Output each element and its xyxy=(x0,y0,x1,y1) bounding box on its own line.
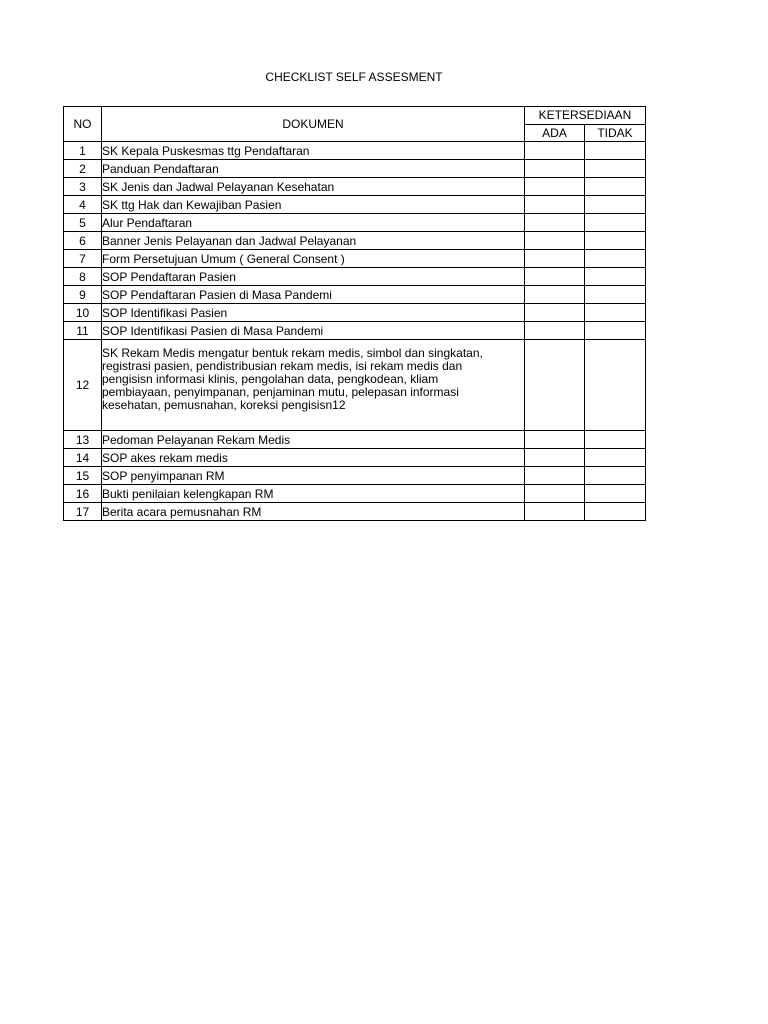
ada-checkbox-cell[interactable] xyxy=(525,160,585,178)
table-row xyxy=(64,196,646,214)
page-title: CHECKLIST SELF ASSESMENT xyxy=(265,70,443,84)
document-name: SK Jenis dan Jadwal Pelayanan Kesehatan xyxy=(102,178,525,196)
ada-checkbox-cell[interactable] xyxy=(525,304,585,322)
document-name: SOP Pendaftaran Pasien xyxy=(102,268,525,286)
tidak-checkbox-cell[interactable] xyxy=(585,449,646,467)
checklist-table xyxy=(63,106,646,521)
table-row xyxy=(64,286,646,304)
row-number: 15 xyxy=(64,467,102,485)
tidak-checkbox-cell[interactable] xyxy=(585,304,646,322)
tidak-checkbox-cell[interactable] xyxy=(585,467,646,485)
row-number: 12 xyxy=(64,340,102,431)
header-tidak: TIDAK xyxy=(585,124,646,142)
row-number: 7 xyxy=(64,250,102,268)
row-number: 9 xyxy=(64,286,102,304)
header-no: NO xyxy=(64,107,102,142)
tidak-checkbox-cell[interactable] xyxy=(585,250,646,268)
tidak-checkbox-cell[interactable] xyxy=(585,196,646,214)
tidak-checkbox-cell[interactable] xyxy=(585,268,646,286)
row-number: 4 xyxy=(64,196,102,214)
document-name: SOP Identifikasi Pasien xyxy=(102,304,525,322)
table-row xyxy=(64,178,646,196)
tidak-checkbox-cell[interactable] xyxy=(585,214,646,232)
ada-checkbox-cell[interactable] xyxy=(525,178,585,196)
table-row xyxy=(64,340,646,431)
document-name: SK Kepala Puskesmas ttg Pendaftaran xyxy=(102,142,525,160)
ada-checkbox-cell[interactable] xyxy=(525,485,585,503)
document-name: SOP akes rekam medis xyxy=(102,449,525,467)
ada-checkbox-cell[interactable] xyxy=(525,467,585,485)
row-number: 16 xyxy=(64,485,102,503)
row-number: 10 xyxy=(64,304,102,322)
document-name: Pedoman Pelayanan Rekam Medis xyxy=(102,431,525,449)
ada-checkbox-cell[interactable] xyxy=(525,503,585,521)
ada-checkbox-cell[interactable] xyxy=(525,449,585,467)
row-number: 11 xyxy=(64,322,102,340)
header-ketersediaan: KETERSEDIAAN xyxy=(525,107,646,125)
document-name: Bukti penilaian kelengkapan RM xyxy=(102,485,525,503)
tidak-checkbox-cell[interactable] xyxy=(585,431,646,449)
tidak-checkbox-cell[interactable] xyxy=(585,286,646,304)
ada-checkbox-cell[interactable] xyxy=(525,431,585,449)
table-row xyxy=(64,142,646,160)
ada-checkbox-cell[interactable] xyxy=(525,214,585,232)
ada-checkbox-cell[interactable] xyxy=(525,250,585,268)
table-row xyxy=(64,268,646,286)
table-body xyxy=(64,142,646,521)
ada-checkbox-cell[interactable] xyxy=(525,268,585,286)
tidak-checkbox-cell[interactable] xyxy=(585,503,646,521)
table-row xyxy=(64,232,646,250)
header-ada: ADA xyxy=(525,124,585,142)
document-name: SOP penyimpanan RM xyxy=(102,467,525,485)
document-name: SK Rekam Medis mengatur bentuk rekam medis, simbol dan singkatan, registrasi pasien, pendistribusian rekam medis, isi rekam medis dan pengisisn informasi klinis, pengolahan data, pengkodean, kliam pembiayaan, penyimpanan, penjaminan mutu, pelepasan informasi kesehatan, pemusnahan, koreksi pengisisn12 xyxy=(102,340,525,431)
ada-checkbox-cell[interactable] xyxy=(525,196,585,214)
table-row xyxy=(64,214,646,232)
tidak-checkbox-cell[interactable] xyxy=(585,322,646,340)
row-number: 2 xyxy=(64,160,102,178)
tidak-checkbox-cell[interactable] xyxy=(585,160,646,178)
header-dokumen: DOKUMEN xyxy=(102,107,525,142)
ada-checkbox-cell[interactable] xyxy=(525,340,585,431)
document-name: Berita acara pemusnahan RM xyxy=(102,503,525,521)
table-row xyxy=(64,503,646,521)
document-name: Banner Jenis Pelayanan dan Jadwal Pelayanan xyxy=(102,232,525,250)
document-name: Form Persetujuan Umum ( General Consent ) xyxy=(102,250,525,268)
tidak-checkbox-cell[interactable] xyxy=(585,142,646,160)
tidak-checkbox-cell[interactable] xyxy=(585,232,646,250)
tidak-checkbox-cell[interactable] xyxy=(585,485,646,503)
table-row xyxy=(64,322,646,340)
row-number: 6 xyxy=(64,232,102,250)
table-row xyxy=(64,485,646,503)
table-row xyxy=(64,304,646,322)
row-number: 14 xyxy=(64,449,102,467)
ada-checkbox-cell[interactable] xyxy=(525,286,585,304)
tidak-checkbox-cell[interactable] xyxy=(585,178,646,196)
row-number: 5 xyxy=(64,214,102,232)
table-row xyxy=(64,467,646,485)
row-number: 3 xyxy=(64,178,102,196)
table-row xyxy=(64,160,646,178)
ada-checkbox-cell[interactable] xyxy=(525,322,585,340)
row-number: 1 xyxy=(64,142,102,160)
row-number: 17 xyxy=(64,503,102,521)
tidak-checkbox-cell[interactable] xyxy=(585,340,646,431)
document-name: SOP Identifikasi Pasien di Masa Pandemi xyxy=(102,322,525,340)
table-header xyxy=(64,107,646,142)
document-name: SOP Pendaftaran Pasien di Masa Pandemi xyxy=(102,286,525,304)
document-name: SK ttg Hak dan Kewajiban Pasien xyxy=(102,196,525,214)
document-name: Alur Pendaftaran xyxy=(102,214,525,232)
row-number: 13 xyxy=(64,431,102,449)
ada-checkbox-cell[interactable] xyxy=(525,232,585,250)
table-row xyxy=(64,431,646,449)
table-row xyxy=(64,250,646,268)
row-number: 8 xyxy=(64,268,102,286)
table-row xyxy=(64,449,646,467)
ada-checkbox-cell[interactable] xyxy=(525,142,585,160)
document-name: Panduan Pendaftaran xyxy=(102,160,525,178)
